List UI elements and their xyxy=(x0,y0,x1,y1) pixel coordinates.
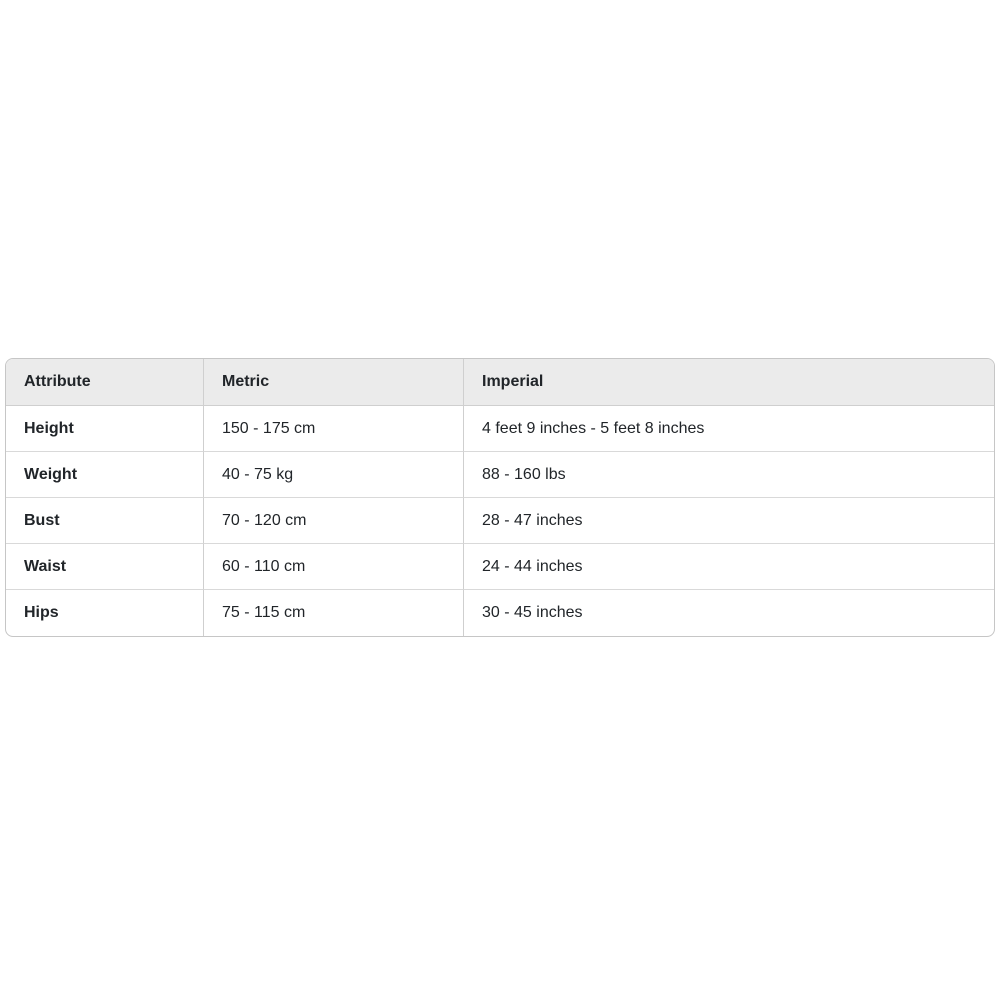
imperial-cell: 88 - 160 lbs xyxy=(463,452,994,498)
column-header-imperial: Imperial xyxy=(463,359,994,406)
column-header-attribute: Attribute xyxy=(6,359,203,406)
table-body xyxy=(6,406,994,636)
table-row-bust xyxy=(6,498,994,544)
attribute-cell: Waist xyxy=(6,544,203,590)
table-row-weight xyxy=(6,452,994,498)
attribute-cell: Hips xyxy=(24,604,59,621)
metric-cell: 40 - 75 kg xyxy=(203,452,463,498)
table-row-waist xyxy=(6,544,994,590)
column-header-metric: Metric xyxy=(203,359,463,406)
imperial-cell: 4 feet 9 inches - 5 feet 8 inches xyxy=(463,406,994,452)
attribute-cell: Height xyxy=(6,406,203,452)
metric-cell: 60 - 110 cm xyxy=(203,544,463,590)
metric-cell: 75 - 115 cm xyxy=(203,590,463,636)
imperial-cell: 28 - 47 inches xyxy=(463,498,994,544)
size-chart-container xyxy=(5,358,995,637)
table-row-hips xyxy=(6,590,994,636)
table-header xyxy=(6,359,994,406)
table-row-height xyxy=(6,406,994,452)
imperial-cell: 30 - 45 inches xyxy=(463,590,994,636)
imperial-cell: 24 - 44 inches xyxy=(463,544,994,590)
size-chart-table xyxy=(5,358,995,637)
metric-cell: 70 - 120 cm xyxy=(203,498,463,544)
metric-cell: 150 - 175 cm xyxy=(203,406,463,452)
header-row xyxy=(6,359,994,406)
attribute-cell: Weight xyxy=(6,452,203,498)
attribute-cell: Bust xyxy=(6,498,203,544)
